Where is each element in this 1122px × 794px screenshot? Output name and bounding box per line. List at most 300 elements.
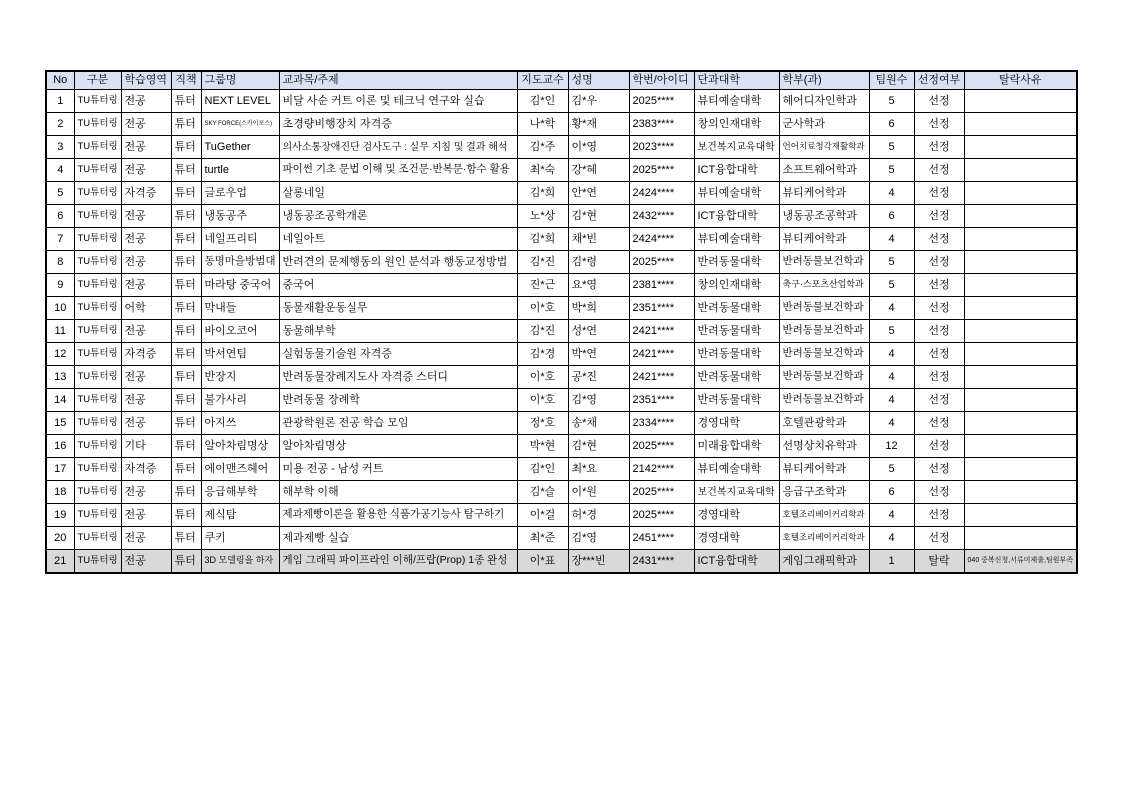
cell-no: 19	[46, 504, 74, 527]
table-row	[46, 182, 1077, 205]
cell-student-id: 2451****	[629, 527, 694, 550]
cell-reject-reason	[964, 366, 1077, 389]
cell-selection-status: 선정	[914, 205, 964, 228]
cell-category: TU튜터링	[74, 527, 121, 550]
cell-role: 튜터	[171, 481, 201, 504]
cell-name: 공*진	[568, 366, 629, 389]
cell-college: 미래융합대학	[694, 435, 779, 458]
cell-department: 반려동물보건학과	[779, 297, 869, 320]
cell-role: 튜터	[171, 343, 201, 366]
cell-no: 1	[46, 90, 74, 113]
cell-selection-status: 선정	[914, 366, 964, 389]
cell-professor: 김*인	[517, 458, 568, 481]
cell-no: 7	[46, 228, 74, 251]
col-header-group: 그룹명	[201, 71, 279, 90]
cell-professor: 최*준	[517, 527, 568, 550]
cell-group: 에이맨즈헤어	[201, 458, 279, 481]
cell-subject: 살롱네일	[279, 182, 517, 205]
cell-area: 자격증	[121, 182, 171, 205]
table-body	[46, 90, 1077, 574]
cell-members: 12	[869, 435, 914, 458]
cell-student-id: 2142****	[629, 458, 694, 481]
cell-college: 반려동물대학	[694, 320, 779, 343]
cell-subject: 동물해부학	[279, 320, 517, 343]
table-row	[46, 320, 1077, 343]
cell-college: 경영대학	[694, 504, 779, 527]
cell-college: 보건복지교육대학	[694, 481, 779, 504]
cell-no: 18	[46, 481, 74, 504]
cell-selection-status: 선정	[914, 481, 964, 504]
cell-college: 보건복지교육대학	[694, 136, 779, 159]
cell-subject: 반려동물장례지도사 자격증 스터디	[279, 366, 517, 389]
cell-student-id: 2383****	[629, 113, 694, 136]
cell-department: 소프트웨어학과	[779, 159, 869, 182]
cell-members: 6	[869, 113, 914, 136]
cell-group: SKY FORCE(스카이포스)	[201, 113, 279, 136]
col-header-name: 성명	[568, 71, 629, 90]
cell-role: 튜터	[171, 182, 201, 205]
cell-student-id: 2025****	[629, 251, 694, 274]
cell-student-id: 2351****	[629, 389, 694, 412]
cell-subject: 해부학 이해	[279, 481, 517, 504]
cell-subject: 알아차림명상	[279, 435, 517, 458]
cell-selection-status: 선정	[914, 458, 964, 481]
cell-name: 이*원	[568, 481, 629, 504]
cell-members: 5	[869, 136, 914, 159]
table-row	[46, 504, 1077, 527]
cell-department: 선명상치유학과	[779, 435, 869, 458]
cell-members: 5	[869, 320, 914, 343]
cell-professor: 김*진	[517, 251, 568, 274]
cell-subject: 관광학원론 전공 학습 모임	[279, 412, 517, 435]
col-header-student-id: 학번/아이디	[629, 71, 694, 90]
cell-selection-status: 선정	[914, 182, 964, 205]
cell-reject-reason	[964, 527, 1077, 550]
cell-category: TU튜터링	[74, 389, 121, 412]
cell-college: 반려동물대학	[694, 389, 779, 412]
cell-group: 냉동공주	[201, 205, 279, 228]
cell-subject: 비달 사순 커트 이론 및 테크닉 연구와 실습	[279, 90, 517, 113]
cell-department: 반려동물보건학과	[779, 389, 869, 412]
cell-no: 14	[46, 389, 74, 412]
cell-subject: 파이썬 기초 문법 이해 및 조건문·반복문·함수 활용	[279, 159, 517, 182]
cell-group: TuGether	[201, 136, 279, 159]
cell-area: 전공	[121, 366, 171, 389]
cell-department: 축구·스포츠산업학과	[779, 274, 869, 297]
cell-professor: 김*인	[517, 90, 568, 113]
cell-college: ICT융합대학	[694, 159, 779, 182]
cell-no: 17	[46, 458, 74, 481]
cell-college: 뷰티예술대학	[694, 228, 779, 251]
cell-name: 이*영	[568, 136, 629, 159]
cell-area: 전공	[121, 527, 171, 550]
cell-college: 창의인재대학	[694, 113, 779, 136]
col-header-area: 학습영역	[121, 71, 171, 90]
cell-college: ICT융합대학	[694, 550, 779, 574]
cell-college: 뷰티예술대학	[694, 458, 779, 481]
cell-reject-reason	[964, 136, 1077, 159]
cell-reject-reason	[964, 458, 1077, 481]
cell-category: TU튜터링	[74, 205, 121, 228]
cell-no: 16	[46, 435, 74, 458]
table-row	[46, 458, 1077, 481]
cell-name: 김*현	[568, 205, 629, 228]
cell-selection-status: 선정	[914, 251, 964, 274]
cell-area: 전공	[121, 251, 171, 274]
cell-subject: 냉동공조공학개론	[279, 205, 517, 228]
cell-subject: 제과제빵 실습	[279, 527, 517, 550]
cell-members: 4	[869, 228, 914, 251]
table-row	[46, 136, 1077, 159]
cell-department: 뷰티케어학과	[779, 182, 869, 205]
cell-name: 김*령	[568, 251, 629, 274]
cell-reject-reason	[964, 504, 1077, 527]
cell-subject: 의사소통장애진단 검사도구 : 실무 지침 및 결과 해석	[279, 136, 517, 159]
cell-group: 바이오코어	[201, 320, 279, 343]
cell-professor: 이*호	[517, 366, 568, 389]
cell-selection-status: 선정	[914, 320, 964, 343]
cell-reject-reason	[964, 113, 1077, 136]
cell-members: 5	[869, 251, 914, 274]
cell-name: 안*연	[568, 182, 629, 205]
cell-area: 전공	[121, 159, 171, 182]
cell-role: 튜터	[171, 136, 201, 159]
cell-area: 전공	[121, 136, 171, 159]
cell-role: 튜터	[171, 205, 201, 228]
cell-role: 튜터	[171, 320, 201, 343]
cell-student-id: 2424****	[629, 228, 694, 251]
cell-group: 응급해부학	[201, 481, 279, 504]
cell-department: 응급구조학과	[779, 481, 869, 504]
col-header-subject: 교과목/주제	[279, 71, 517, 90]
cell-name: 요*영	[568, 274, 629, 297]
cell-student-id: 2431****	[629, 550, 694, 574]
cell-category: TU튜터링	[74, 366, 121, 389]
cell-area: 전공	[121, 274, 171, 297]
cell-reject-reason	[964, 182, 1077, 205]
cell-group: 동명마을방범대	[201, 251, 279, 274]
cell-group: NEXT LEVEL	[201, 90, 279, 113]
cell-student-id: 2025****	[629, 504, 694, 527]
cell-college: 반려동물대학	[694, 251, 779, 274]
selection-table	[45, 70, 1078, 574]
cell-members: 5	[869, 458, 914, 481]
cell-members: 5	[869, 90, 914, 113]
cell-professor: 최*숙	[517, 159, 568, 182]
cell-department: 언어치료청각재활학과	[779, 136, 869, 159]
cell-no: 13	[46, 366, 74, 389]
table-row	[46, 481, 1077, 504]
cell-role: 튜터	[171, 113, 201, 136]
cell-category: TU튜터링	[74, 343, 121, 366]
cell-student-id: 2421****	[629, 366, 694, 389]
cell-role: 튜터	[171, 550, 201, 574]
cell-name: 김*영	[568, 527, 629, 550]
table-row	[46, 251, 1077, 274]
cell-name: 채*빈	[568, 228, 629, 251]
cell-name: 박*희	[568, 297, 629, 320]
cell-college: ICT융합대학	[694, 205, 779, 228]
col-header-no: No	[46, 71, 74, 90]
cell-selection-status: 선정	[914, 228, 964, 251]
cell-professor: 진*근	[517, 274, 568, 297]
cell-professor: 박*현	[517, 435, 568, 458]
cell-members: 4	[869, 527, 914, 550]
cell-group: 불가사리	[201, 389, 279, 412]
cell-professor: 이*표	[517, 550, 568, 574]
cell-members: 6	[869, 205, 914, 228]
cell-role: 튜터	[171, 297, 201, 320]
table-row	[46, 274, 1077, 297]
cell-department: 호텔조리베이커리학과	[779, 527, 869, 550]
cell-category: TU튜터링	[74, 320, 121, 343]
cell-subject: 초경량비행장치 자격증	[279, 113, 517, 136]
table-row	[46, 297, 1077, 320]
cell-category: TU튜터링	[74, 136, 121, 159]
cell-members: 4	[869, 504, 914, 527]
cell-members: 4	[869, 389, 914, 412]
cell-category: TU튜터링	[74, 228, 121, 251]
cell-group: 글로우업	[201, 182, 279, 205]
cell-category: TU튜터링	[74, 435, 121, 458]
header-row	[46, 71, 1077, 90]
cell-category: TU튜터링	[74, 550, 121, 574]
cell-department: 호텔조리베이커리학과	[779, 504, 869, 527]
cell-reject-reason	[964, 297, 1077, 320]
cell-group: 네일프리티	[201, 228, 279, 251]
cell-members: 4	[869, 412, 914, 435]
cell-group: 아지쓰	[201, 412, 279, 435]
cell-selection-status: 선정	[914, 90, 964, 113]
tutoring-selection-table	[45, 70, 1078, 574]
cell-group: 반장지	[201, 366, 279, 389]
table-row	[46, 228, 1077, 251]
cell-department: 군사학과	[779, 113, 869, 136]
cell-category: TU튜터링	[74, 90, 121, 113]
cell-subject: 게임 그래픽 파이프라인 이해/프랍(Prop) 1종 완성	[279, 550, 517, 574]
col-header-category: 구분	[74, 71, 121, 90]
cell-role: 튜터	[171, 458, 201, 481]
cell-category: TU튜터링	[74, 504, 121, 527]
cell-selection-status: 선정	[914, 159, 964, 182]
table-row	[46, 412, 1077, 435]
cell-college: 반려동물대학	[694, 297, 779, 320]
cell-student-id: 2421****	[629, 343, 694, 366]
cell-group: 박서연팀	[201, 343, 279, 366]
cell-college: 뷰티예술대학	[694, 90, 779, 113]
cell-role: 튜터	[171, 274, 201, 297]
cell-professor: 이*걸	[517, 504, 568, 527]
cell-members: 4	[869, 343, 914, 366]
col-header-professor: 지도교수	[517, 71, 568, 90]
cell-role: 튜터	[171, 228, 201, 251]
cell-role: 튜터	[171, 412, 201, 435]
cell-area: 전공	[121, 90, 171, 113]
cell-selection-status: 선정	[914, 136, 964, 159]
cell-professor: 김*진	[517, 320, 568, 343]
cell-selection-status: 선정	[914, 527, 964, 550]
cell-reject-reason	[964, 274, 1077, 297]
col-header-department: 학부(과)	[779, 71, 869, 90]
cell-reject-reason	[964, 435, 1077, 458]
cell-name: 박*연	[568, 343, 629, 366]
cell-department: 호텔관광학과	[779, 412, 869, 435]
cell-area: 전공	[121, 412, 171, 435]
cell-department: 뷰티케어학과	[779, 458, 869, 481]
cell-reject-reason	[964, 389, 1077, 412]
col-header-members: 팀원수	[869, 71, 914, 90]
col-header-selection: 선정여부	[914, 71, 964, 90]
cell-no: 6	[46, 205, 74, 228]
cell-subject: 반려견의 문제행동의 원인 분석과 행동교정방법	[279, 251, 517, 274]
cell-no: 9	[46, 274, 74, 297]
cell-selection-status: 선정	[914, 504, 964, 527]
cell-area: 전공	[121, 228, 171, 251]
cell-name: 김*현	[568, 435, 629, 458]
cell-student-id: 2424****	[629, 182, 694, 205]
cell-department: 게임그래픽학과	[779, 550, 869, 574]
cell-student-id: 2025****	[629, 435, 694, 458]
cell-selection-status: 선정	[914, 343, 964, 366]
cell-professor: 정*호	[517, 412, 568, 435]
cell-members: 4	[869, 297, 914, 320]
cell-college: 반려동물대학	[694, 366, 779, 389]
cell-category: TU튜터링	[74, 251, 121, 274]
col-header-college: 단과대학	[694, 71, 779, 90]
cell-group: 마라탕 중국어	[201, 274, 279, 297]
table-row	[46, 366, 1077, 389]
cell-area: 자격증	[121, 343, 171, 366]
table-row	[46, 343, 1077, 366]
cell-college: 창의인재대학	[694, 274, 779, 297]
cell-reject-reason	[964, 205, 1077, 228]
cell-no: 20	[46, 527, 74, 550]
cell-area: 전공	[121, 550, 171, 574]
table-row	[46, 205, 1077, 228]
cell-subject: 제과제빵이론을 활용한 식품가공기능사 탐구하기	[279, 504, 517, 527]
cell-student-id: 2025****	[629, 159, 694, 182]
cell-subject: 실험동물기술원 자격증	[279, 343, 517, 366]
cell-student-id: 2025****	[629, 481, 694, 504]
cell-reject-reason	[964, 343, 1077, 366]
cell-subject: 반려동물 장례학	[279, 389, 517, 412]
cell-category: TU튜터링	[74, 297, 121, 320]
table-row	[46, 389, 1077, 412]
cell-area: 전공	[121, 113, 171, 136]
cell-subject: 중국어	[279, 274, 517, 297]
table-row	[46, 550, 1077, 574]
cell-name: 성*연	[568, 320, 629, 343]
cell-professor: 김*주	[517, 136, 568, 159]
cell-subject: 동물재활운동실무	[279, 297, 517, 320]
cell-no: 3	[46, 136, 74, 159]
cell-group: 쿠키	[201, 527, 279, 550]
cell-no: 11	[46, 320, 74, 343]
col-header-reason: 탈락사유	[964, 71, 1077, 90]
cell-group: turtle	[201, 159, 279, 182]
cell-group: 제식탐	[201, 504, 279, 527]
cell-area: 전공	[121, 481, 171, 504]
cell-role: 튜터	[171, 159, 201, 182]
cell-category: TU튜터링	[74, 274, 121, 297]
cell-role: 튜터	[171, 251, 201, 274]
cell-members: 4	[869, 182, 914, 205]
cell-name: 김*우	[568, 90, 629, 113]
cell-category: TU튜터링	[74, 458, 121, 481]
cell-members: 5	[869, 274, 914, 297]
cell-no: 8	[46, 251, 74, 274]
cell-professor: 나*학	[517, 113, 568, 136]
cell-members: 4	[869, 366, 914, 389]
cell-role: 튜터	[171, 435, 201, 458]
cell-no: 21	[46, 550, 74, 574]
cell-no: 12	[46, 343, 74, 366]
table-row	[46, 113, 1077, 136]
cell-selection-status: 선정	[914, 435, 964, 458]
cell-student-id: 2432****	[629, 205, 694, 228]
cell-group: 3D 모델링을 하자	[201, 550, 279, 574]
cell-reject-reason	[964, 481, 1077, 504]
cell-professor: 이*호	[517, 297, 568, 320]
table-row	[46, 159, 1077, 182]
cell-college: 경영대학	[694, 527, 779, 550]
cell-college: 경영대학	[694, 412, 779, 435]
cell-college: 반려동물대학	[694, 343, 779, 366]
cell-name: 강*혜	[568, 159, 629, 182]
cell-professor: 김*희	[517, 228, 568, 251]
cell-department: 냉동공조공학과	[779, 205, 869, 228]
cell-role: 튜터	[171, 527, 201, 550]
cell-reject-reason	[964, 320, 1077, 343]
cell-name: 장***빈	[568, 550, 629, 574]
cell-selection-status: 선정	[914, 274, 964, 297]
cell-reject-reason	[964, 228, 1077, 251]
cell-selection-status: 탈락	[914, 550, 964, 574]
cell-student-id: 2334****	[629, 412, 694, 435]
cell-category: TU튜터링	[74, 159, 121, 182]
cell-category: TU튜터링	[74, 481, 121, 504]
cell-department: 뷰티케어학과	[779, 228, 869, 251]
cell-group: 알아차림명상	[201, 435, 279, 458]
cell-role: 튜터	[171, 366, 201, 389]
cell-name: 김*영	[568, 389, 629, 412]
cell-student-id: 2351****	[629, 297, 694, 320]
cell-role: 튜터	[171, 389, 201, 412]
cell-reject-reason	[964, 251, 1077, 274]
table-row	[46, 527, 1077, 550]
cell-group: 막내들	[201, 297, 279, 320]
cell-area: 전공	[121, 389, 171, 412]
cell-name: 황*재	[568, 113, 629, 136]
cell-members: 6	[869, 481, 914, 504]
cell-name: 허*경	[568, 504, 629, 527]
cell-student-id: 2023****	[629, 136, 694, 159]
cell-professor: 노*상	[517, 205, 568, 228]
cell-student-id: 2421****	[629, 320, 694, 343]
cell-professor: 김*희	[517, 182, 568, 205]
cell-area: 기타	[121, 435, 171, 458]
cell-area: 어학	[121, 297, 171, 320]
cell-no: 4	[46, 159, 74, 182]
cell-department: 반려동물보건학과	[779, 366, 869, 389]
cell-name: 송*채	[568, 412, 629, 435]
cell-no: 2	[46, 113, 74, 136]
cell-role: 튜터	[171, 504, 201, 527]
cell-student-id: 2381****	[629, 274, 694, 297]
cell-college: 뷰티예술대학	[694, 182, 779, 205]
cell-professor: 김*경	[517, 343, 568, 366]
cell-selection-status: 선정	[914, 113, 964, 136]
